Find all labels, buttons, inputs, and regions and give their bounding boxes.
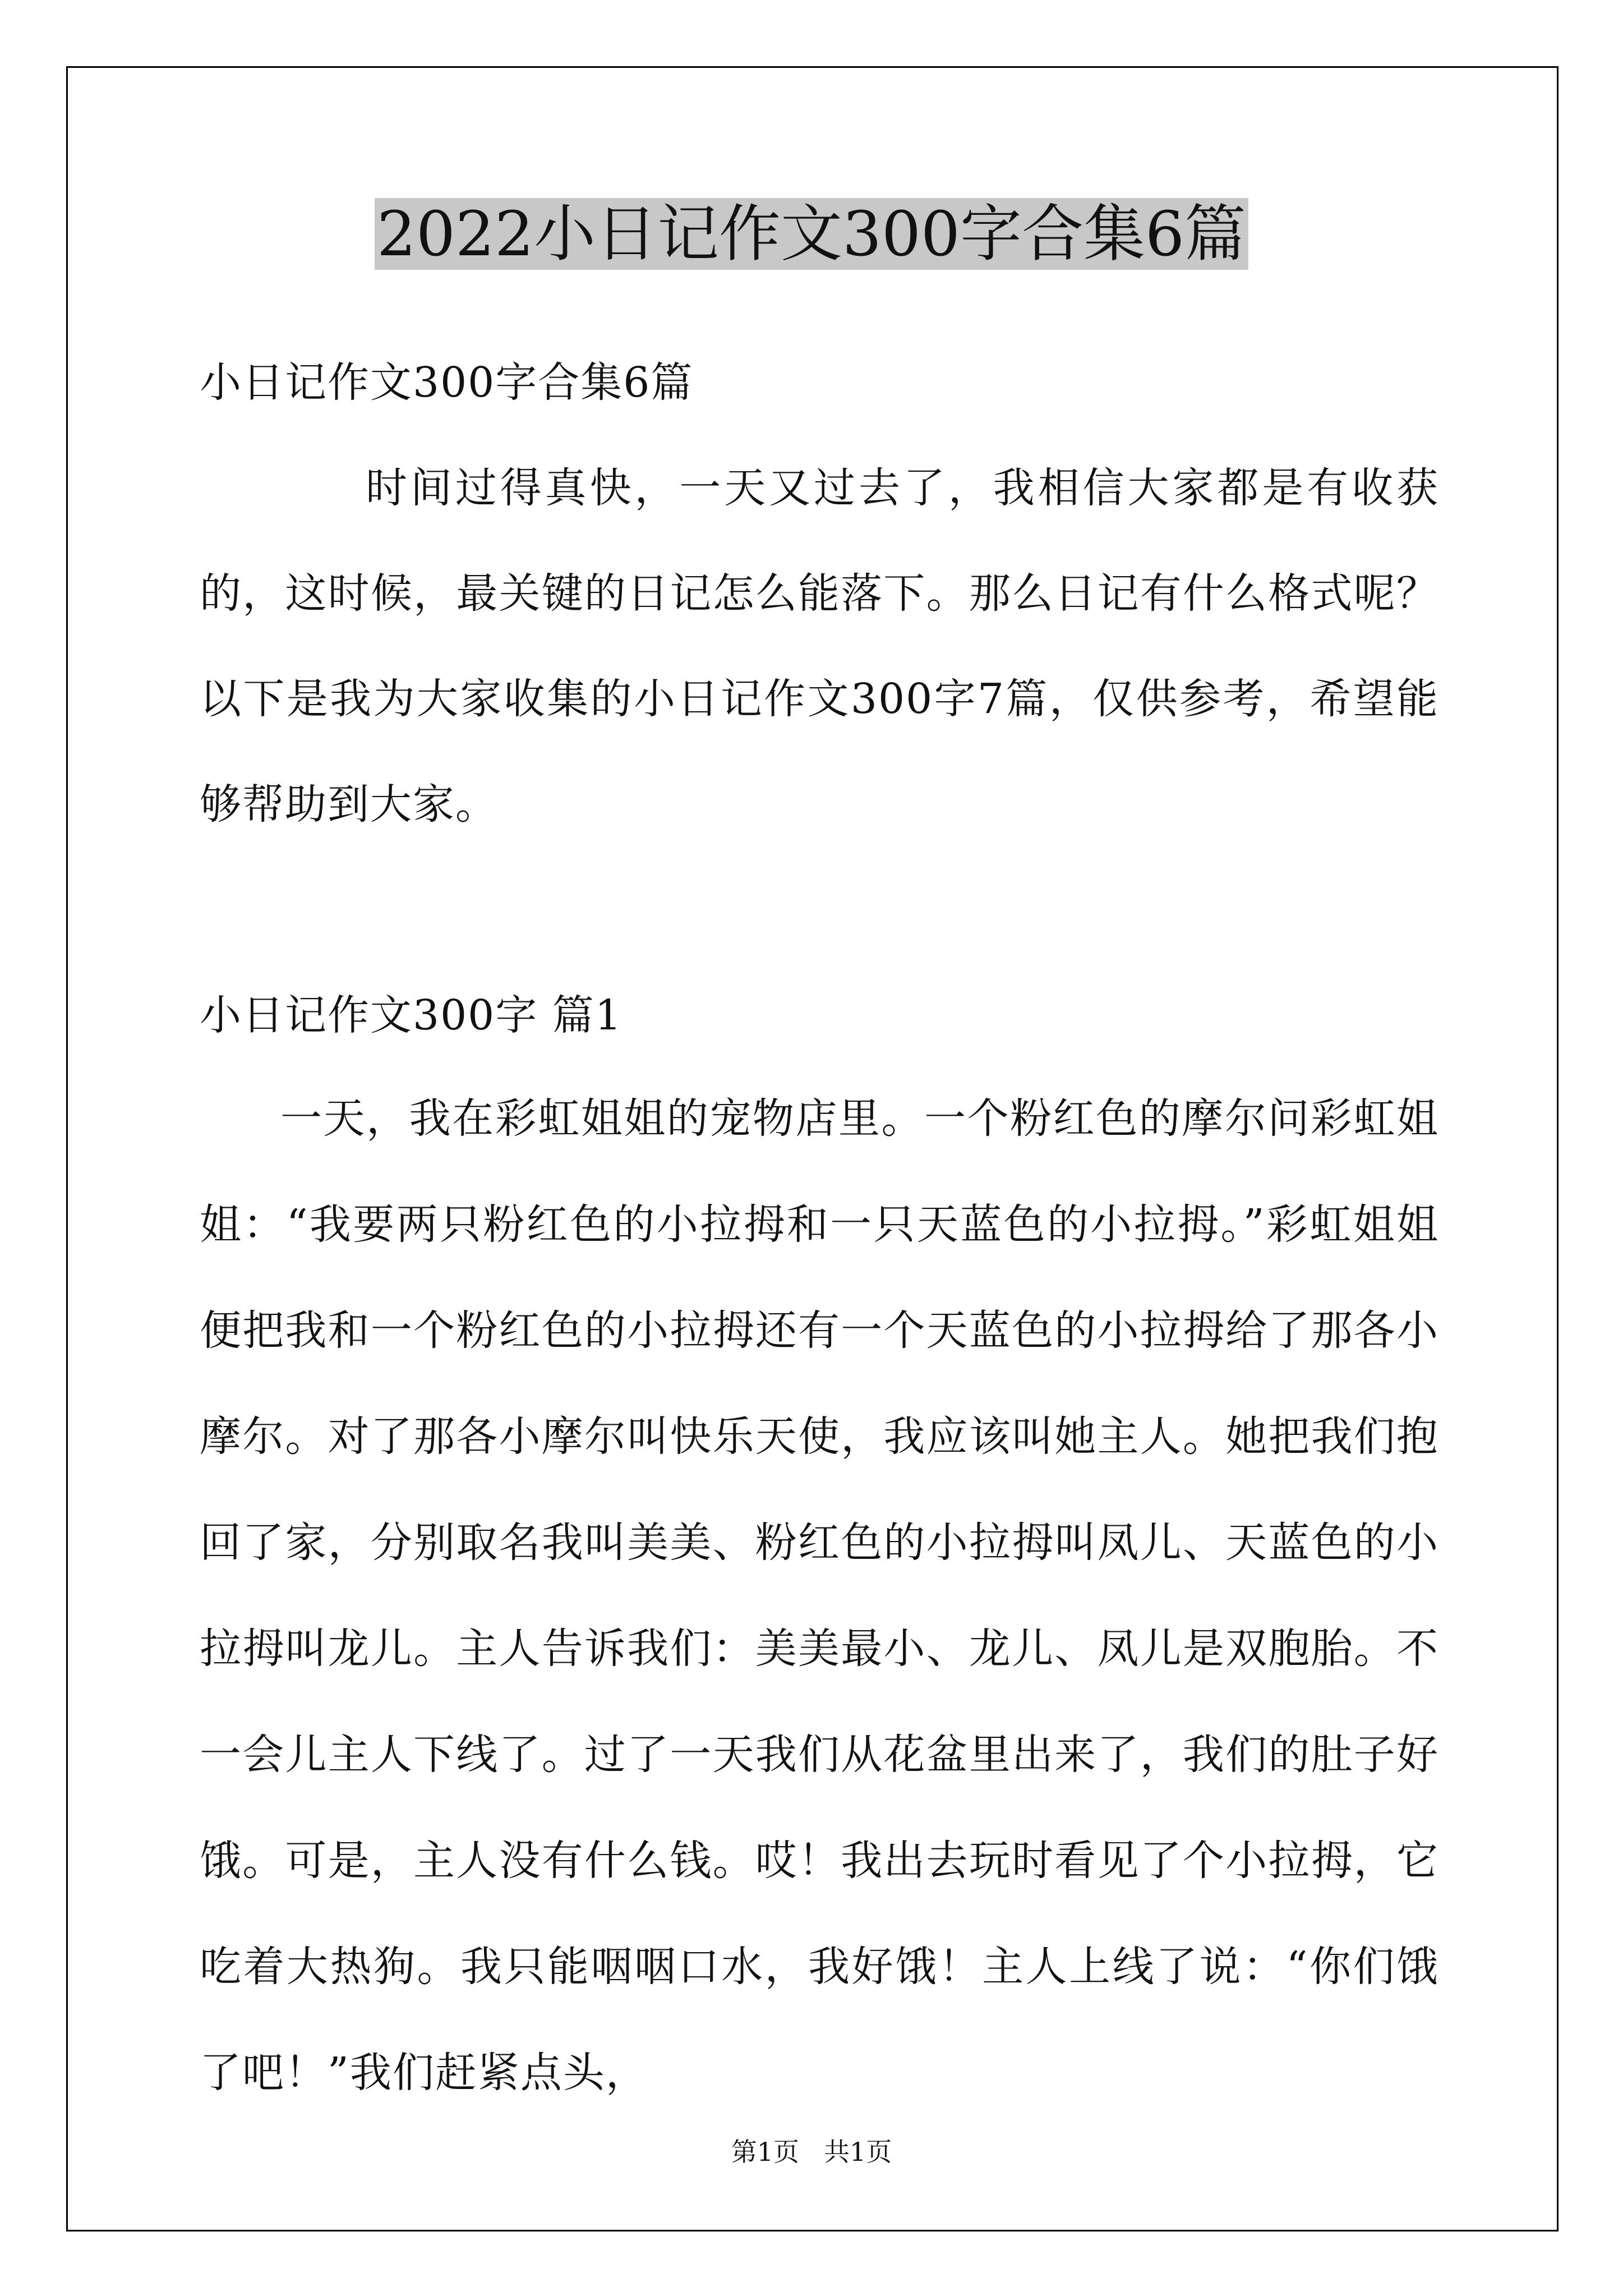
page-number-total: 共1页 bbox=[824, 2137, 892, 2167]
document-subtitle: 小日记作文300字合集6篇 bbox=[200, 358, 694, 407]
section-heading: 小日记作文300字 篇1 bbox=[200, 991, 623, 1039]
document-title bbox=[0, 197, 1623, 270]
page-number-current: 第1页 bbox=[731, 2137, 799, 2167]
section-paragraph bbox=[200, 1066, 1439, 2126]
title-text: 2022小日记作文300字合集6篇 bbox=[375, 198, 1248, 270]
intro-paragraph bbox=[200, 435, 1439, 857]
section-text: 一天，我在彩虹姐姐的宠物店里。一个粉红色的摩尔问彩虹姐姐：“我要两只粉红色的小拉拇和一只天蓝色的小拉拇。”彩虹姐姐便把我和一个粉红色的小拉拇还有一个天蓝色的小拉拇给了那各小摩尔。对了那各小摩尔叫快乐天使，我应该叫她主人。她把我们抱回了家，分别取名我叫美美、粉红色的小拉拇叫凤儿、天蓝色的小拉拇叫龙儿。主人告诉我们：美美最小、龙儿、凤儿是双胞胎。不一会儿主人下线了。过了一天我们从花盆里出来了，我们的肚子好饿。可是，主人没有什么钱。哎！我出去玩时看见了个小拉拇，它吃着大热狗。我只能咽咽口水，我好饿！主人上线了说：“你们饿了吧！”我们赶紧点头， bbox=[200, 1094, 1439, 2097]
intro-text: 时间过得真快，一天又过去了，我相信大家都是有收获的，这时候，最关键的日记怎么能落下。那么日记有什么格式呢？以下是我为大家收集的小日记作文300字7篇，仅供参考，希望能够帮助到大家。 bbox=[200, 464, 1439, 829]
page-footer bbox=[0, 2135, 1623, 2169]
